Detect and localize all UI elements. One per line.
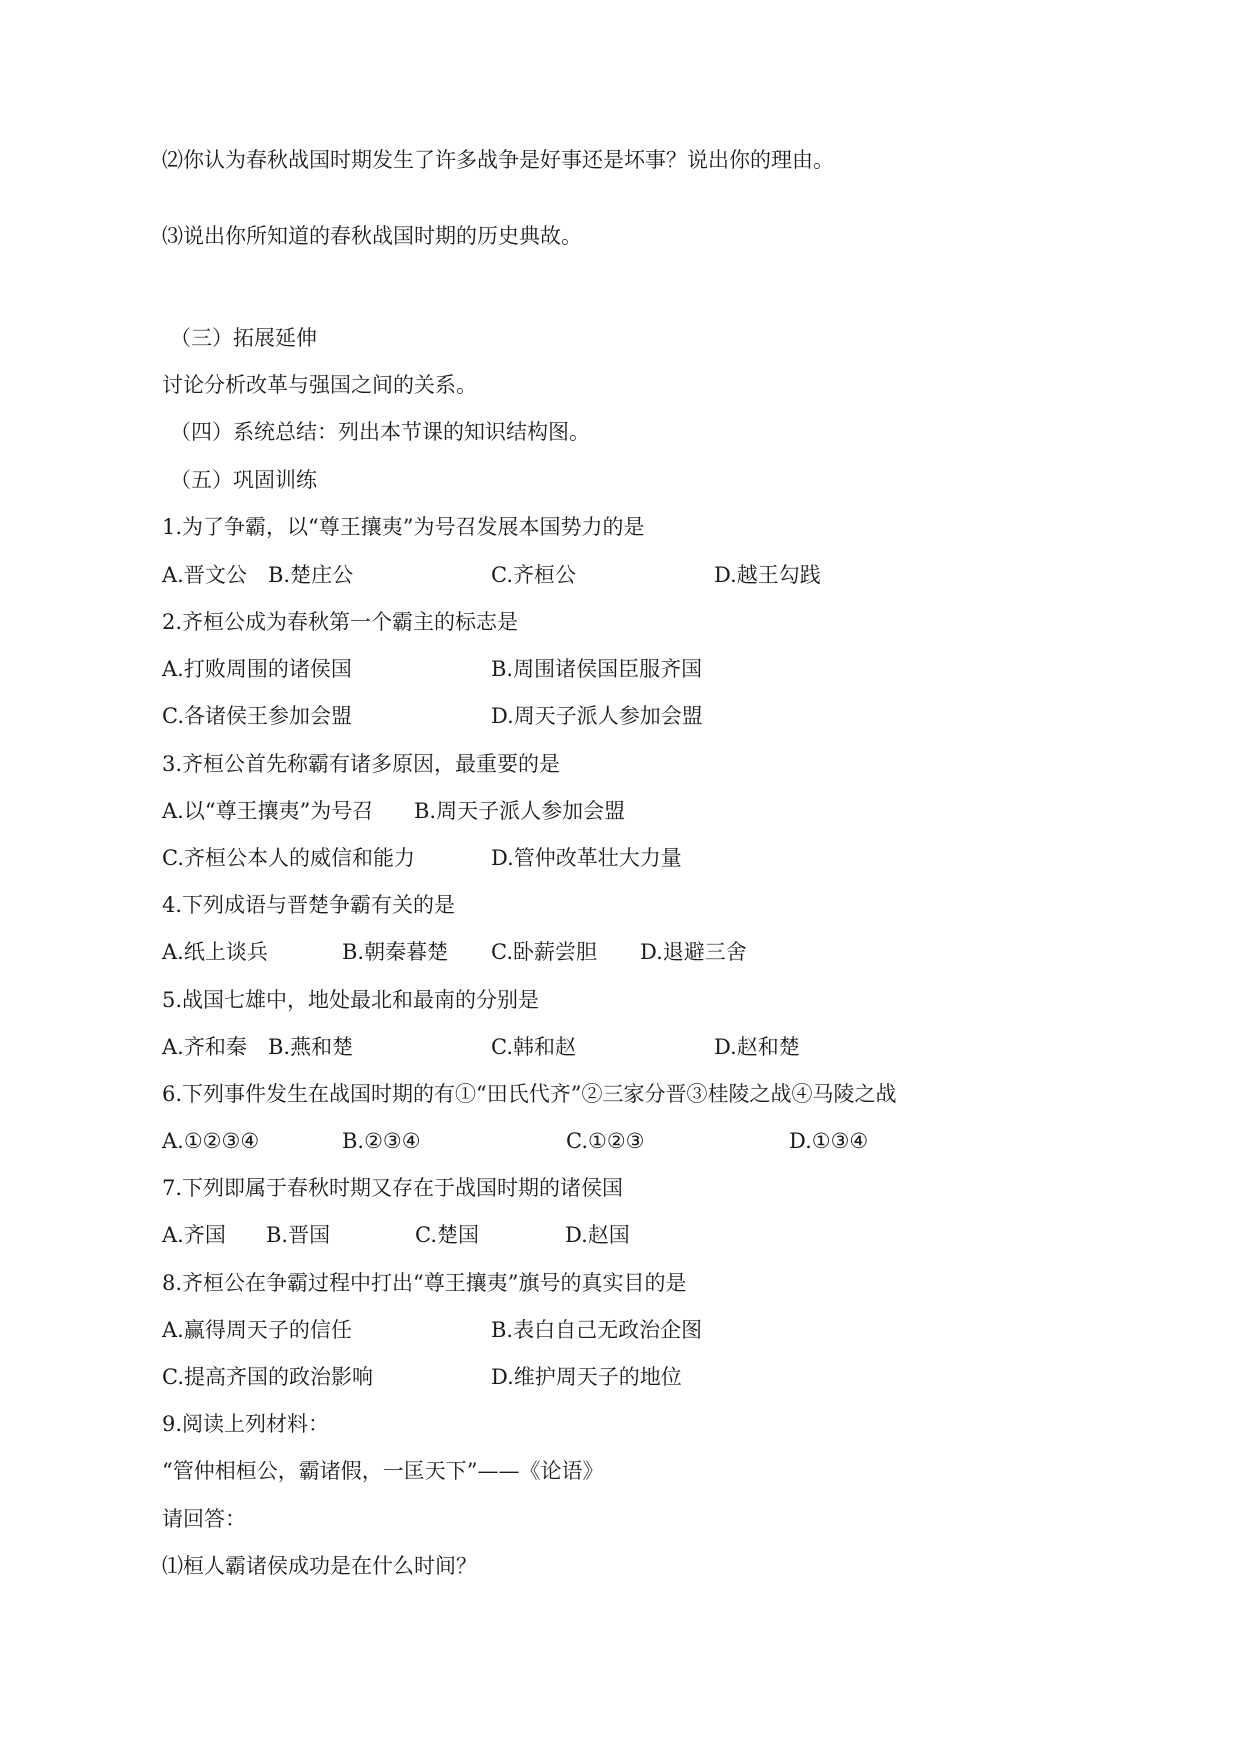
question-stem: 9.阅读上列材料： (162, 1412, 330, 1436)
question-stem: 2.齐桓公成为春秋第一个霸主的标志是 (162, 610, 519, 634)
answer-option: B.楚庄公 (268, 563, 354, 587)
question-stem: 8.齐桓公在争霸过程中打出“尊王攘夷”旗号的真实目的是 (162, 1271, 687, 1295)
answer-option: B.表白自己无政治企图 (491, 1318, 703, 1342)
answer-option: B.晋国 (266, 1223, 331, 1247)
source-quote: “管仲相桓公，霸诸假，一匡天下”——《论语》 (162, 1459, 604, 1483)
answer-option: B.燕和楚 (268, 1035, 354, 1059)
answer-option: D.赵和楚 (714, 1035, 800, 1059)
question-stem: 4.下列成语与晋楚争霸有关的是 (162, 893, 456, 917)
answer-option: D.管仲改革壮大力量 (491, 846, 682, 870)
question-stem: 6.下列事件发生在战国时期的有①“田氏代齐”②三家分晋③桂陵之战④马陵之战 (162, 1082, 897, 1106)
answer-option: C.齐桓公 (491, 563, 576, 587)
answer-option: C.齐桓公本人的威信和能力 (162, 846, 415, 870)
answer-option: C.楚国 (415, 1223, 479, 1247)
extension-text: 讨论分析改革与强国之间的关系。 (162, 373, 477, 397)
question-stem: 1.为了争霸，以“尊王攘夷”为号召发展本国势力的是 (162, 515, 645, 539)
answer-option: D.①③④ (789, 1129, 869, 1153)
answer-option: D.周天子派人参加会盟 (491, 704, 703, 728)
answer-option: A.以“尊王攘夷”为号召 (162, 799, 374, 823)
question-stem: 5.战国七雄中，地处最北和最南的分别是 (162, 988, 540, 1012)
answer-option: C.各诸侯王参加会盟 (162, 704, 352, 728)
answer-option: A.①②③④ (162, 1129, 260, 1153)
answer-option: D.越王勾践 (714, 563, 821, 587)
answer-option: A.齐国 (162, 1223, 226, 1247)
answer-option: C.卧薪尝胆 (491, 940, 597, 964)
answer-option: D.维护周天子的地位 (491, 1365, 682, 1389)
discussion-question-2: ⑵你认为春秋战国时期发生了许多战争是好事还是坏事？说出你的理由。 (162, 148, 834, 172)
section-heading-practice: （五）巩固训练 (170, 468, 317, 492)
answer-option: A.齐和秦 (162, 1035, 247, 1059)
answer-option: A.晋文公 (162, 563, 247, 587)
answer-option: B.朝秦暮楚 (342, 940, 449, 964)
answer-prompt: 请回答： (162, 1507, 246, 1531)
answer-option: C.韩和赵 (491, 1035, 576, 1059)
answer-option: B.周围诸侯国臣服齐国 (491, 657, 703, 681)
section-heading-extension: （三）拓展延伸 (170, 326, 317, 350)
answer-option: C.①②③ (566, 1129, 645, 1153)
answer-option: D.退避三舍 (640, 940, 747, 964)
question-stem: 7.下列即属于春秋时期又存在于战国时期的诸侯国 (162, 1176, 624, 1200)
sub-question: ⑴桓人霸诸侯成功是在什么时间？ (162, 1554, 477, 1578)
section-heading-summary: （四）系统总结：列出本节课的知识结构图。 (170, 420, 590, 444)
answer-option: D.赵国 (565, 1223, 630, 1247)
answer-option: A.纸上谈兵 (162, 940, 268, 964)
answer-option: B.周天子派人参加会盟 (414, 799, 626, 823)
answer-option: A.赢得周天子的信任 (162, 1318, 352, 1342)
discussion-question-3: ⑶说出你所知道的春秋战国时期的历史典故。 (162, 224, 582, 248)
answer-option: C.提高齐国的政治影响 (162, 1365, 373, 1389)
question-stem: 3.齐桓公首先称霸有诸多原因，最重要的是 (162, 752, 561, 776)
answer-option: A.打败周围的诸侯国 (162, 657, 352, 681)
answer-option: B.②③④ (342, 1129, 421, 1153)
